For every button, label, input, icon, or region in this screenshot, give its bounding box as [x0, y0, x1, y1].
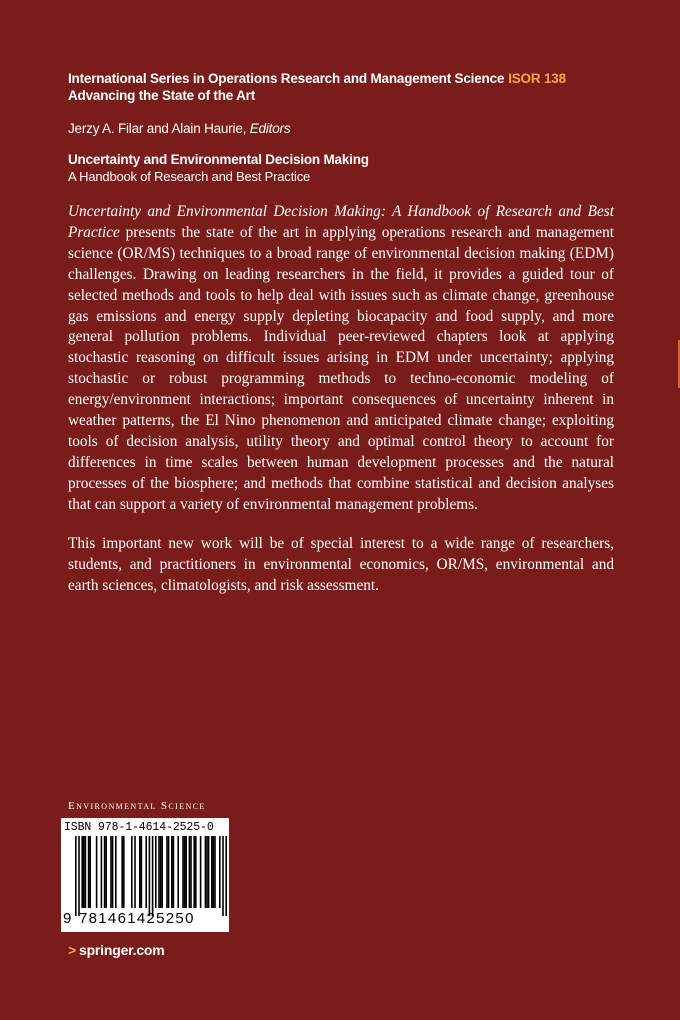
- barcode-bar: [158, 836, 160, 908]
- ean-first-digit: 9: [63, 910, 72, 927]
- barcode-bar: [222, 836, 224, 916]
- barcode-bar: [219, 836, 221, 908]
- barcode-bar: [189, 836, 191, 908]
- springer-link[interactable]: [68, 942, 165, 958]
- barcode-bar: [168, 836, 170, 908]
- barcode-bar: [105, 836, 107, 908]
- barcode-bar: [185, 836, 187, 908]
- editor-names: Jerzy A. Filar and Alain Haurie,: [68, 121, 247, 136]
- barcode-bar: [195, 836, 197, 908]
- description-paragraph-1: [68, 202, 614, 516]
- barcode-bar: [208, 836, 210, 908]
- description-text-1: presents the state of the art in applying operations research and management science (OR/MS) techniques to a broad range of environmental decision making (EDM) challenges. Drawing on leading researchers in the field, it provides a guided tour of selected methods and tools to help deal with issues such as climate change, greenhouse gas emissions and energy supply depleting biocapacity and food supply, and more general pollution problems. Individual peer-reviewed chapters look at applying stochastic reasoning on difficult issues arising in EDM under uncertainty; applying stochastic or robust programming methods to techno-economic modeling of energy/environment interactions; important consequences of uncertainty inherent in weather patterns, the El Nino phenomenon and anticipated climate change; exploiting tools of decision analysis, utility theory and optimal control theory to account for differences in time scales between human development processes and the natural processes of the biosphere; and methods that combine statistical and decision analyses that can support a variety of environmental management problems.: [68, 223, 615, 513]
- ean-digits: 781461425250: [79, 910, 195, 927]
- editors-line: [68, 121, 290, 136]
- series-tagline: Advancing the State of the Art: [68, 88, 256, 103]
- barcode-bar: [101, 836, 103, 908]
- editor-role: Editors: [249, 121, 291, 136]
- barcode-bar: [171, 836, 173, 908]
- barcode-bar: [75, 836, 77, 916]
- barcode-bar: [110, 836, 112, 908]
- series-block: [68, 70, 566, 104]
- book-subtitle: A Handbook of Research and Best Practice: [68, 169, 311, 184]
- barcode-bar: [81, 836, 83, 908]
- description-paragraph-2: This important new work will be of special interest to a wide range of researchers, students, and practitioners in environmental economics, OR/MS, environmental and earth sciences, climatologists, and risk assessment.: [68, 535, 614, 594]
- barcode-bar: [78, 836, 80, 916]
- barcode-bar: [160, 836, 162, 908]
- barcode-bar: [152, 836, 154, 916]
- barcode-bar: [139, 836, 141, 908]
- barcode-bar: [89, 836, 91, 908]
- barcode-bar: [88, 836, 90, 908]
- barcode-bar: [211, 836, 213, 908]
- chevron-right-icon: >: [68, 942, 76, 958]
- series-number: ISOR 138: [508, 71, 566, 86]
- barcode-bar: [155, 836, 157, 908]
- description-title-italic: Uncertainty and Environmental Decision Making: A Handbook of Research and Best Practice: [68, 203, 614, 241]
- subject-label: Environmental Science: [68, 800, 206, 812]
- barcode-bar: [193, 836, 195, 908]
- barcode-bar: [190, 836, 192, 908]
- barcode-bar: [149, 836, 151, 916]
- barcode-bar: [131, 836, 133, 908]
- barcode-bar: [141, 836, 143, 908]
- barcode-bar: [115, 836, 117, 908]
- barcode-bar: [145, 836, 147, 908]
- book-title: Uncertainty and Environmental Decision Making: [68, 152, 369, 167]
- barcode-bar: [214, 836, 216, 908]
- barcode-bar: [104, 836, 106, 908]
- barcode-bar: [225, 836, 227, 916]
- isbn-label: ISBN 978-1-4614-2525-0: [64, 821, 214, 834]
- barcode-bar: [173, 836, 175, 908]
- barcode-bar: [177, 836, 179, 908]
- barcode-bar: [112, 836, 114, 908]
- barcode-bar: [85, 836, 87, 908]
- barcode-bar: [182, 836, 184, 908]
- barcode-bar: [206, 836, 208, 908]
- barcode-bar: [123, 836, 125, 908]
- barcode-bar: [184, 836, 186, 908]
- barcode-bar: [134, 836, 136, 908]
- barcode-bar: [166, 836, 168, 908]
- barcode-bar: [200, 836, 202, 908]
- barcode-bar: [96, 836, 98, 908]
- series-name: International Series in Operations Research and Management Science: [68, 71, 505, 86]
- barcode-bar: [205, 836, 207, 908]
- barcode-bar: [213, 836, 215, 908]
- springer-url: springer.com: [78, 942, 165, 958]
- barcode-bar: [161, 836, 163, 908]
- barcode-box: [61, 818, 229, 932]
- barcode-bar: [121, 836, 123, 908]
- barcode-bar: [83, 836, 85, 908]
